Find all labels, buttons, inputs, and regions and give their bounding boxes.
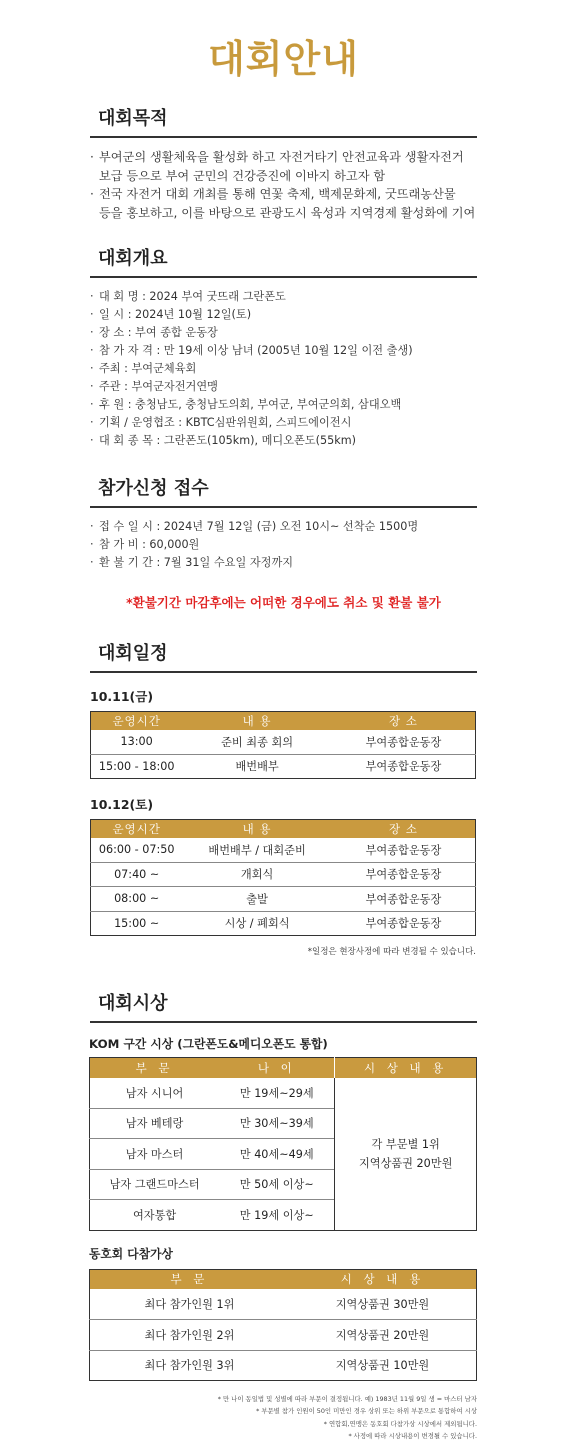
list-item: · 참 가 비 : 60,000원 — [90, 538, 200, 551]
schedule-table — [90, 711, 476, 779]
table-row — [90, 1350, 477, 1381]
list-item: · 대 회 명 : 2024 부여 굿뜨래 그란폰도 — [90, 290, 286, 303]
table-row — [91, 887, 476, 912]
age-cell: 만 30세~39세 — [219, 1108, 335, 1139]
column-header: 시 상 내 용 — [335, 1058, 477, 1078]
column-header: 내 용 — [182, 820, 332, 838]
column-header: 시 상 내 용 — [289, 1269, 477, 1289]
overview-heading: 대회개요 — [90, 244, 477, 278]
list-item: · 참 가 자 격 : 만 19세 이상 남녀 (2005년 10월 12일 이전 출생) — [90, 344, 413, 357]
kom-awards-table — [89, 1057, 477, 1231]
time-cell: 08:00 ~ — [91, 887, 183, 912]
column-header: 장 소 — [332, 712, 476, 730]
column-header: 운영시간 — [91, 712, 183, 730]
page-title: 대회안내 — [208, 37, 359, 81]
table-row — [90, 1078, 477, 1109]
list-item: · 환 불 기 간 : 7월 31일 수요일 자정까지 — [90, 556, 294, 569]
list-item: · 전국 자전거 대회 개최를 통해 연꽃 축제, 백제문화제, 굿뜨래농산물 등을 홍보하고, 이를 바탕으로 관광도시 육성과 지역경제 활성화에 기여 — [90, 187, 476, 220]
list-item: · 주관 : 부여군자전거연맹 — [90, 380, 218, 393]
schedule-section — [90, 639, 477, 673]
schedule-table — [90, 819, 476, 936]
content-cell: 개회식 — [182, 862, 332, 887]
awards-heading: 대회시상 — [90, 989, 477, 1023]
category-cell: 남자 마스터 — [90, 1139, 220, 1170]
place-cell: 부여종합운동장 — [332, 911, 476, 936]
purpose-section — [90, 104, 477, 222]
refund-warning: *환불기간 마감후에는 어떠한 경우에도 취소 및 환불 불가 — [126, 595, 441, 610]
schedule-note: *일정은 현장사정에 따라 변경될 수 있습니다. — [307, 947, 476, 957]
table-row — [91, 838, 476, 863]
prize-cell: 지역상품권 10만원 — [289, 1350, 477, 1381]
registration-heading: 참가신청 접수 — [90, 474, 477, 508]
footnote: * 만 나이 동일법 및 성별에 따라 부문이 결정됩니다. 예) 1983년 11월 9일 생 = 마스터 남자 — [217, 1395, 477, 1403]
prize-line: 각 부문별 1위 — [371, 1137, 440, 1151]
age-cell: 만 50세 이상~ — [219, 1169, 335, 1200]
content-cell: 시상 / 폐회식 — [182, 911, 332, 936]
place-cell: 부여종합운동장 — [332, 862, 476, 887]
age-cell: 만 40세~49세 — [219, 1139, 335, 1170]
content-cell: 출발 — [182, 887, 332, 912]
time-cell: 13:00 — [120, 735, 153, 748]
purpose-heading: 대회목적 — [90, 104, 477, 138]
prize-cell: 지역상품권 30만원 — [335, 1298, 430, 1311]
table-row — [91, 862, 476, 887]
place-cell: 부여종합운동장 — [332, 754, 476, 779]
table-row — [91, 754, 476, 779]
list-item: · 대 회 종 목 : 그란폰도(105km), 메디오폰도(55km) — [90, 434, 356, 447]
schedule-heading: 대회일정 — [90, 639, 477, 673]
category-cell: 남자 시니어 — [125, 1086, 184, 1100]
age-cell: 만 19세~29세 — [239, 1086, 314, 1100]
list-item: · 일 시 : 2024년 10월 12일(토) — [90, 308, 252, 321]
category-cell: 여자통합 — [90, 1200, 220, 1231]
schedule-day-1 — [90, 687, 567, 779]
category-cell: 최다 참가인원 3위 — [90, 1350, 289, 1381]
category-cell: 최다 참가인원 1위 — [144, 1298, 235, 1311]
table-row — [91, 911, 476, 936]
content-cell: 배번배부 — [182, 754, 332, 779]
category-cell: 남자 그랜드마스터 — [90, 1169, 220, 1200]
content-cell: 준비 최종 회의 — [221, 735, 294, 749]
footnote: * 사정에 따라 시상내용이 변경될 수 있습니다. — [348, 1432, 477, 1441]
place-cell: 부여종합운동장 — [365, 735, 442, 749]
schedule-day-2 — [90, 795, 567, 957]
time-cell: 15:00 - 18:00 — [91, 754, 183, 779]
category-cell: 최다 참가인원 2위 — [90, 1320, 289, 1351]
table-header-row — [90, 1269, 477, 1289]
table-header-row — [90, 1058, 477, 1078]
column-header: 장 소 — [332, 820, 476, 838]
list-item: · 접 수 일 시 : 2024년 7월 12일 (금) 오전 10시~ 선착순 1500명 — [90, 520, 419, 533]
prize-cell: 지역상품권 20만원 — [289, 1320, 477, 1351]
purpose-list — [90, 138, 477, 222]
club-awards — [89, 1245, 567, 1443]
list-item: · 후 원 : 충청남도, 충청남도의회, 부여군, 부여군의회, 삼대오백 — [90, 398, 402, 411]
column-header: 내 용 — [182, 712, 332, 730]
prize-line: 지역상품권 20만원 — [358, 1156, 453, 1170]
column-header: 나 이 — [219, 1058, 335, 1078]
day-label: 10.11(금) — [90, 689, 154, 704]
category-cell: 남자 베테랑 — [90, 1108, 220, 1139]
kom-prize-cell — [335, 1078, 477, 1231]
list-item: · 장 소 : 부여 종합 운동장 — [90, 326, 218, 339]
column-header: 부 문 — [90, 1269, 289, 1289]
day-label: 10.12(토) — [90, 797, 154, 812]
table-row — [90, 1289, 477, 1320]
time-cell: 07:40 ~ — [91, 862, 183, 887]
time-cell: 15:00 ~ — [91, 911, 183, 936]
table-row — [90, 1320, 477, 1351]
column-header: 운영시간 — [91, 820, 183, 838]
club-awards-table — [89, 1269, 477, 1382]
awards-section — [90, 989, 477, 1023]
overview-section — [90, 244, 477, 450]
registration-list — [90, 508, 477, 572]
table-header-row — [91, 712, 476, 730]
time-cell: 06:00 - 07:50 — [98, 843, 175, 856]
list-item: · 주최 : 부여군체육회 — [90, 362, 197, 375]
table-header-row — [91, 820, 476, 838]
club-title: 동호회 다참가상 — [89, 1246, 173, 1261]
place-cell: 부여종합운동장 — [332, 887, 476, 912]
age-cell: 만 19세 이상~ — [219, 1200, 335, 1231]
table-row — [91, 730, 476, 755]
list-item: · 기획 / 운영협조 : KBTC심판위원회, 스피드에이전시 — [90, 416, 352, 429]
column-header: 부 문 — [90, 1058, 220, 1078]
footnote: * 연합회,연맹은 동호회 다참가상 시상에서 제외됩니다. — [323, 1419, 477, 1428]
kom-title: KOM 구간 시상 (그란폰도&메디오폰도 통합) — [89, 1037, 328, 1051]
footnote: * 부문별 참가 인원이 50인 미만인 경우 상위 또는 하위 부문으로 통합하여 시상 — [256, 1407, 477, 1416]
kom-awards — [89, 1035, 567, 1231]
overview-list — [90, 278, 477, 450]
place-cell: 부여종합운동장 — [365, 843, 442, 857]
list-item: · 부여군의 생활체육을 활성화 하고 자전거타기 안전교육과 생활자전거 보급 등으로 부여 군민의 건강증진에 이바지 하고자 함 — [90, 150, 464, 183]
registration-section — [90, 474, 477, 572]
award-footnotes — [89, 1393, 477, 1443]
content-cell: 배번배부 / 대회준비 — [208, 843, 306, 857]
